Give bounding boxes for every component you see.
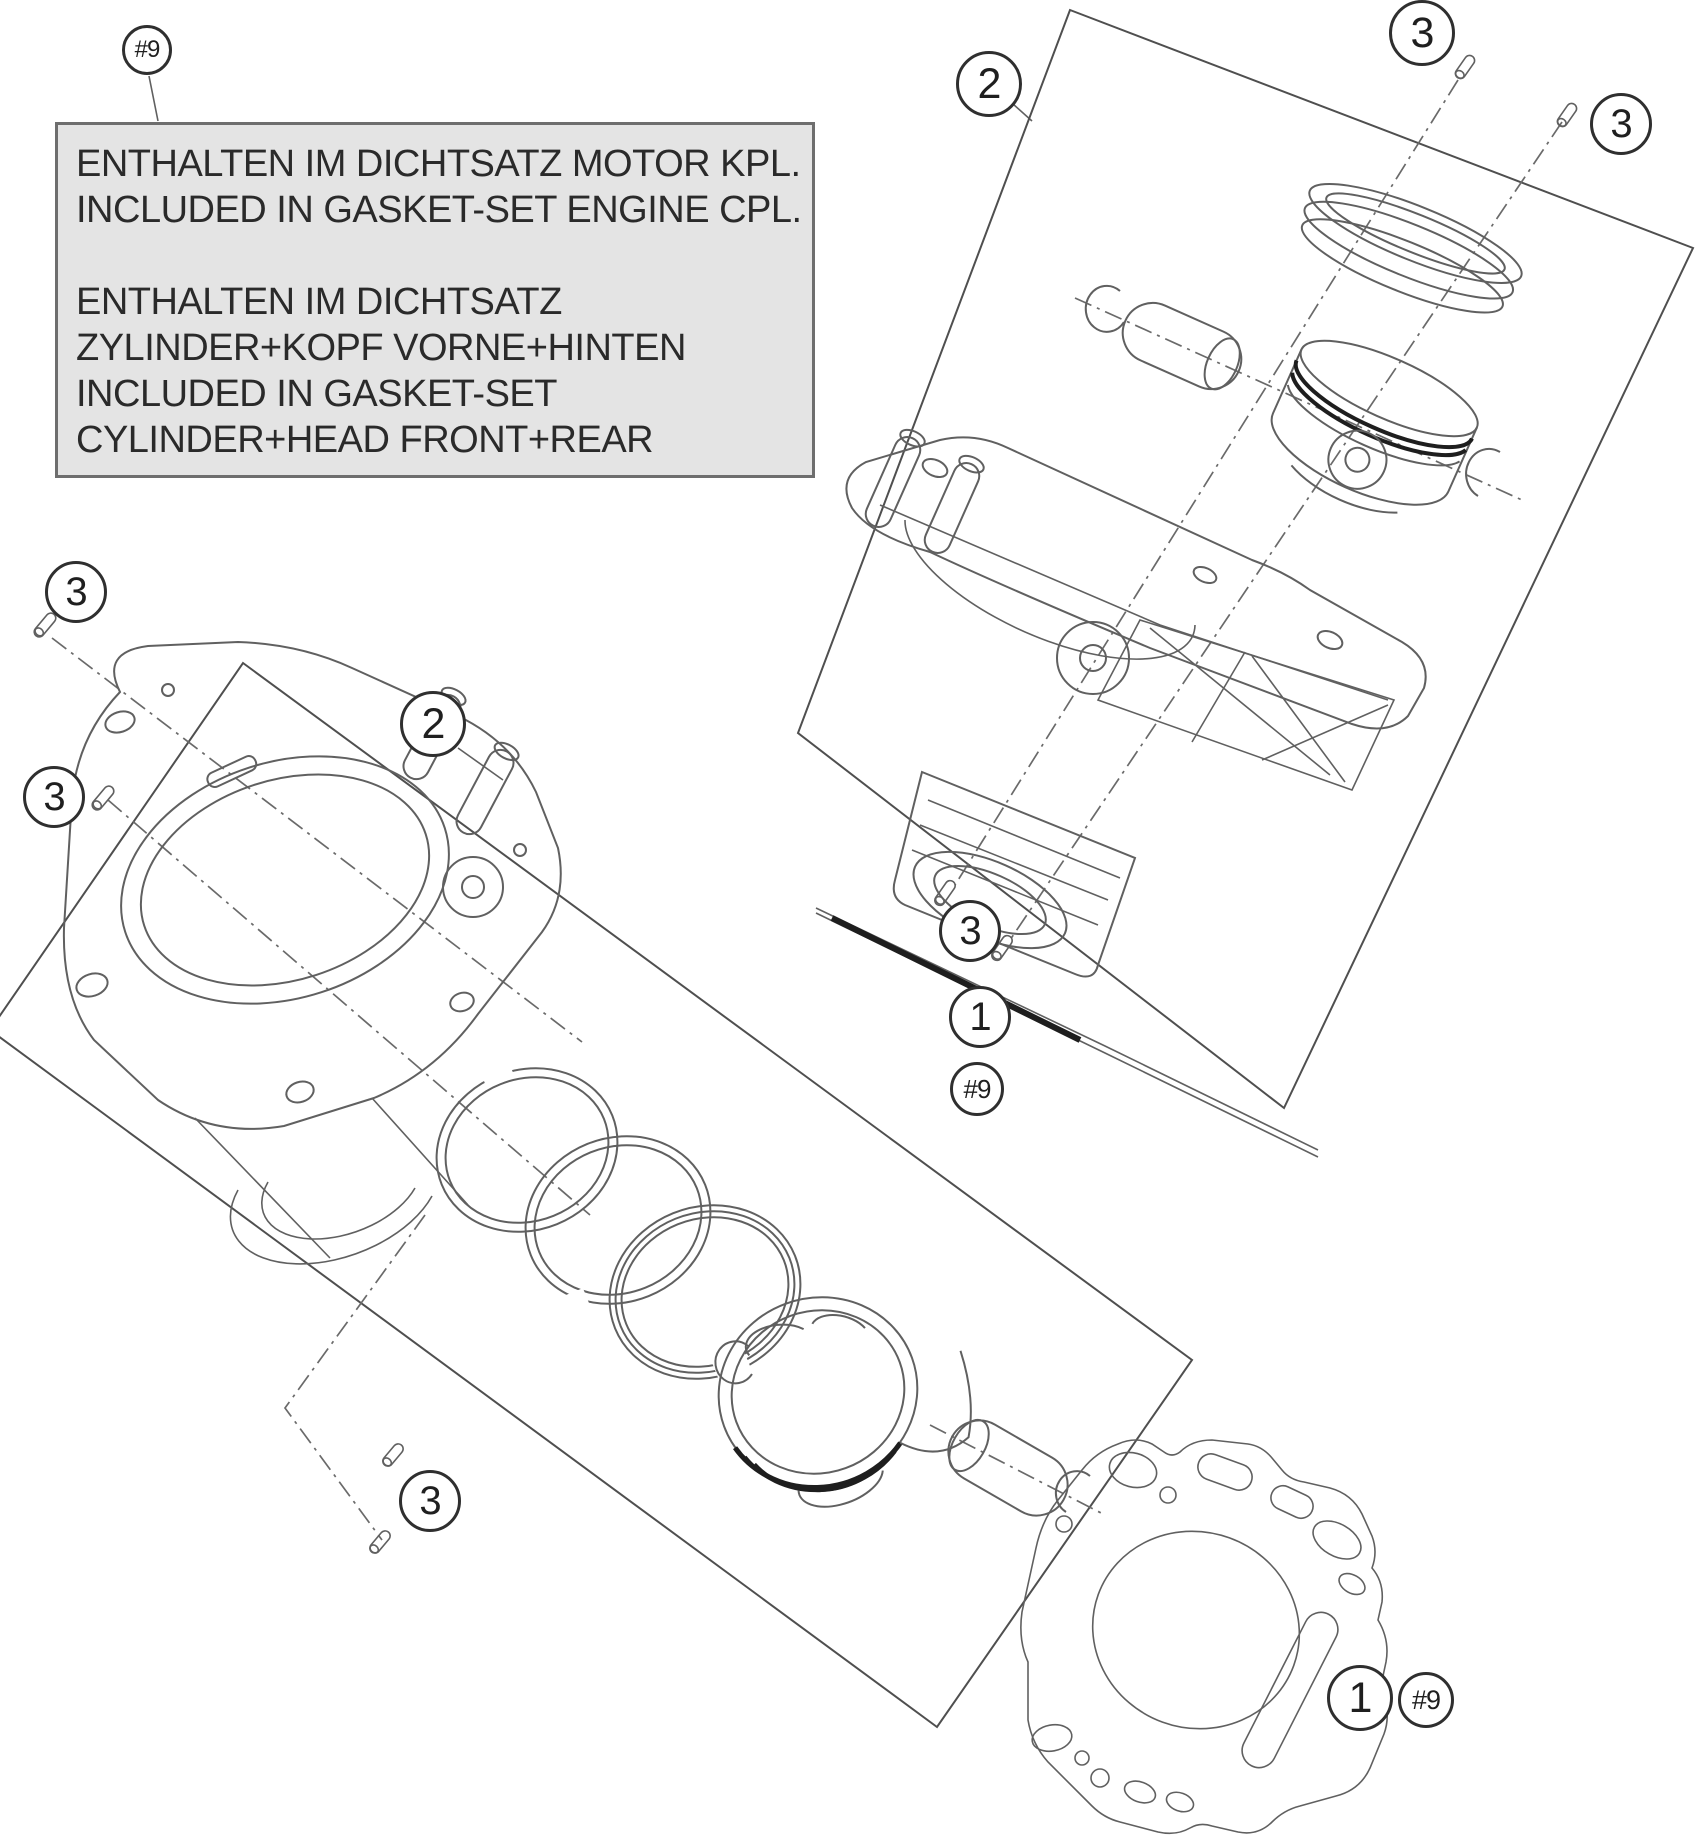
callout-3: 3 — [399, 1470, 461, 1532]
note-line: ENTHALTEN IM DICHTSATZ — [76, 281, 562, 323]
callout-2: 2 — [400, 691, 466, 757]
callout-1: 1 — [949, 986, 1011, 1048]
callout-num9: #9 — [122, 25, 172, 75]
callout-3: 3 — [23, 766, 85, 828]
note-line: ENTHALTEN IM DICHTSATZ MOTOR KPL. — [76, 143, 801, 185]
callout-3: 3 — [1389, 0, 1455, 66]
callout-3: 3 — [45, 561, 107, 623]
note-line: ZYLINDER+KOPF VORNE+HINTEN — [76, 327, 686, 369]
callout-3: 3 — [1590, 93, 1652, 155]
callout-3: 3 — [939, 900, 1001, 962]
note-line: CYLINDER+HEAD FRONT+REAR — [76, 419, 654, 461]
note-line: INCLUDED IN GASKET-SET — [76, 373, 557, 415]
callout-num9: #9 — [1398, 1672, 1454, 1728]
callout-1: 1 — [1327, 1665, 1393, 1731]
callout-num9: #9 — [950, 1062, 1004, 1116]
note-line: INCLUDED IN GASKET-SET ENGINE CPL. — [76, 189, 802, 231]
callout-2: 2 — [956, 51, 1022, 117]
